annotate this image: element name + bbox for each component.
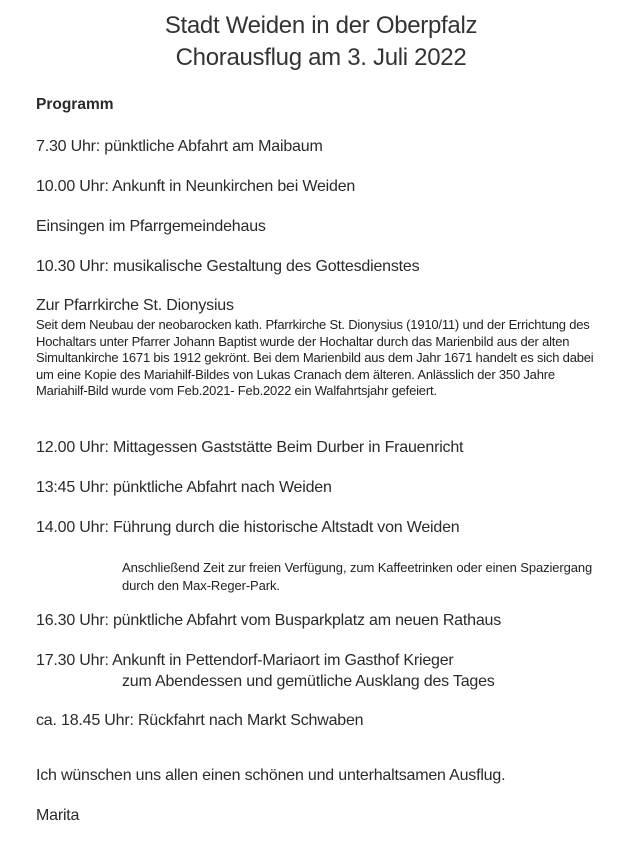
program-item-bus-departure: 16.30 Uhr: pünktliche Abfahrt vom Busparkplatz am neuen Rathaus	[36, 612, 502, 629]
program-item-departure-weiden: 13:45 Uhr: pünktliche Abfahrt nach Weiden	[36, 479, 332, 496]
program-item-service: 10.30 Uhr: musikalische Gestaltung des Gottesdienstes	[36, 258, 420, 275]
free-time-note: Anschließend Zeit zur freien Verfügung, zum Kaffeetrinken oder einen Spaziergang durch den Max-Reger-Park.	[122, 560, 593, 593]
program-item-arrival-neunkirchen: 10.00 Uhr: Ankunft in Neunkirchen bei Weiden	[36, 178, 356, 195]
program-item-tour: 14.00 Uhr: Führung durch die historische Altstadt von Weiden	[36, 519, 460, 536]
program-item-return: ca. 18.45 Uhr: Rückfahrt nach Markt Schwaben	[36, 712, 364, 729]
program-heading: Programm	[36, 96, 114, 113]
church-description: Seit dem Neubau der neobarocken kath. Pfarrkirche St. Dionysius (1910/11) und der Errichtung des Hochaltars unter Pfarrer Johann Baptist wurde der Hochaltar durch das Marienbild aus der alten Simultankirche 1671 bis 1912 gekrönt. Bei dem Marienbild aus dem Jahr 1671 handelt es sich dabei um eine Kopie des Mariahilf-Bildes von Lukas Cranach dem älteren. Anlässlich der 350 Jahre Mariahilf-Bild wurde vom Feb.2021- Feb.2022 ein Walfahrtsjahr gefeiert.	[36, 317, 594, 398]
closing-wish: Ich wünschen uns allen einen schönen und unterhaltsamen Ausflug.	[36, 767, 506, 784]
title-line-1: Stadt Weiden in der Oberpfalz	[164, 12, 478, 39]
program-item-departure: 7.30 Uhr: pünktliche Abfahrt am Maibaum	[36, 138, 323, 155]
title-line-2: Chorausflug am 3. Juli 2022	[175, 44, 467, 71]
church-heading: Zur Pfarrkirche St. Dionysius	[36, 297, 234, 314]
dinner-continuation: zum Abendessen und gemütliche Ausklang des Tages	[122, 673, 495, 690]
program-item-warmup: Einsingen im Pfarrgemeindehaus	[36, 218, 266, 235]
signature: Marita	[36, 807, 80, 824]
program-item-lunch: 12.00 Uhr: Mittagessen Gaststätte Beim Durber in Frauenricht	[36, 439, 464, 456]
program-item-arrival-mariaort: 17.30 Uhr: Ankunft in Pettendorf-Mariaort im Gasthof Krieger	[36, 652, 454, 669]
